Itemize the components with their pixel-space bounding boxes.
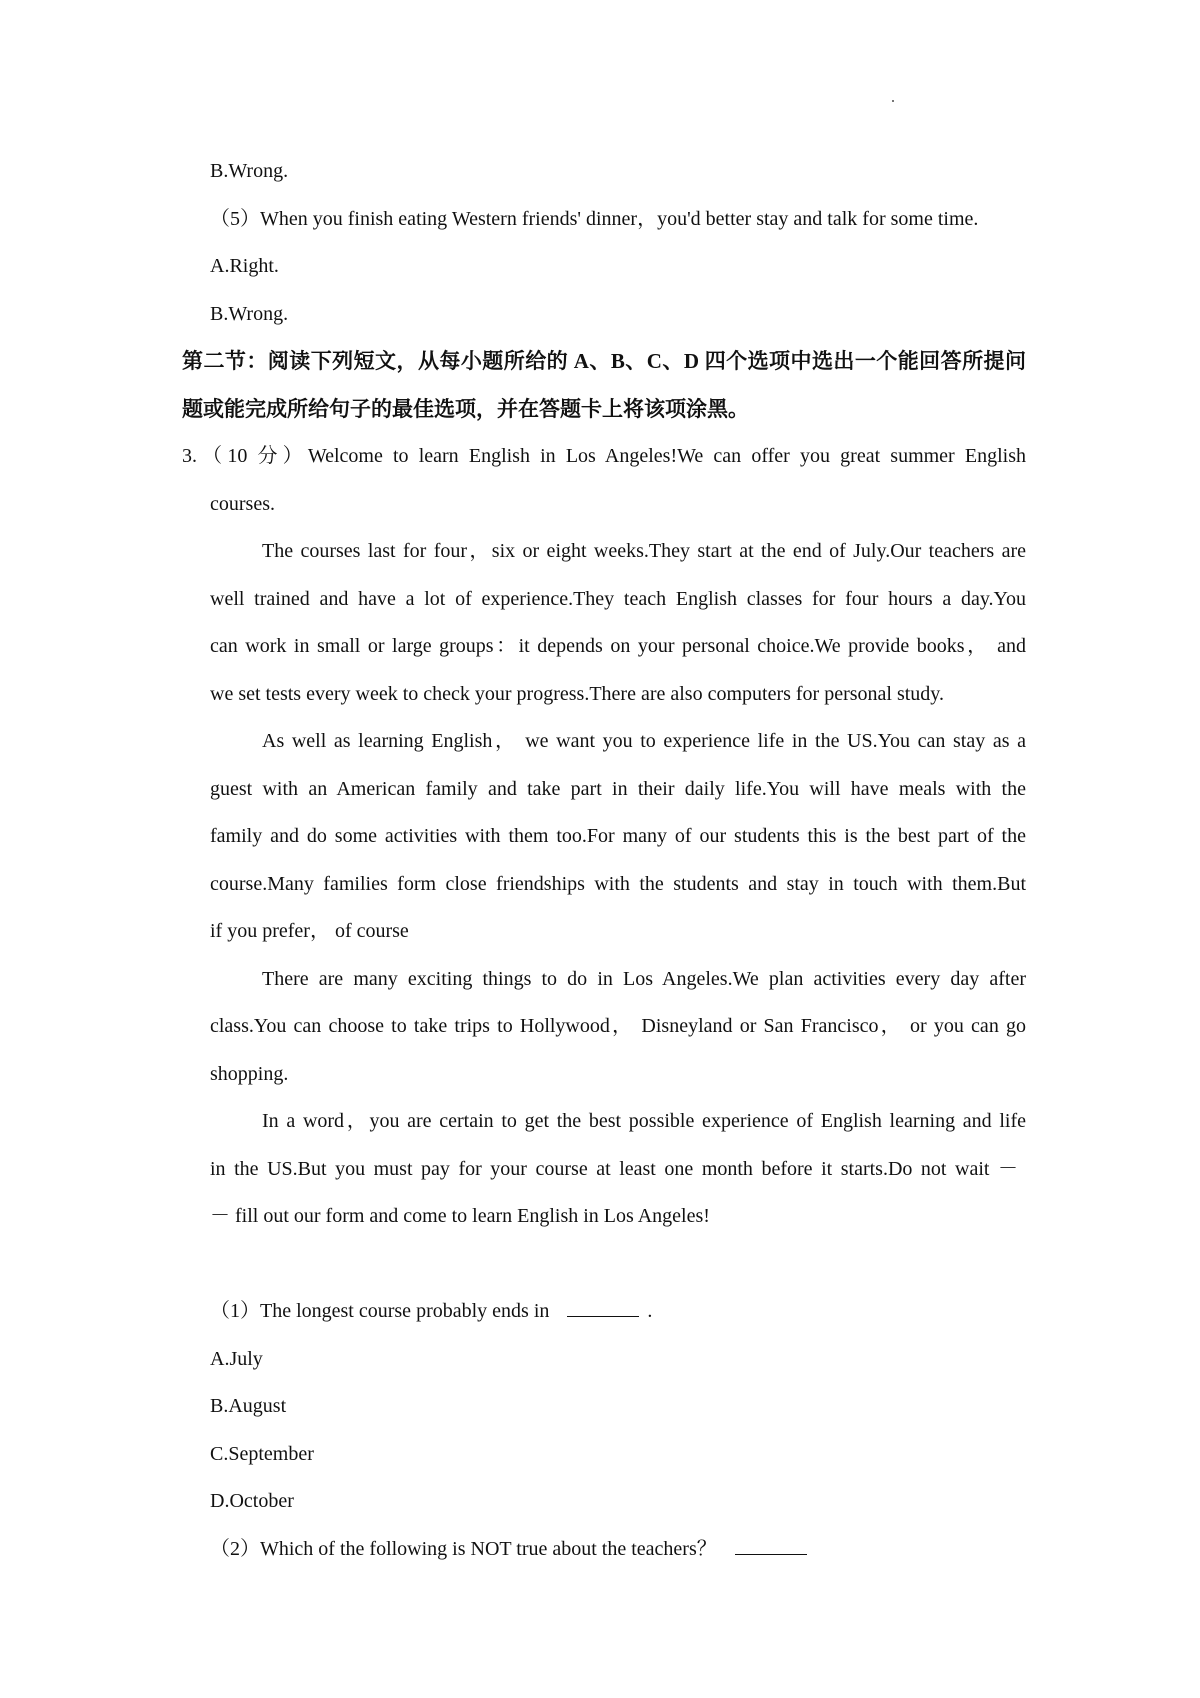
- q2-5-question: （5）When you finish eating Western friends' dinner，you'd better stay and talk for some time.: [210, 208, 979, 230]
- section-heading-line-2: 题或能完成所给句子的最佳选项，并在答题卡上将该项涂黑。: [182, 397, 749, 421]
- passage-p4-line-3: － fill out our form and come to learn English in Los Angeles!: [210, 1205, 710, 1227]
- passage-p3-line-1: There are many exciting things to do in Los Angeles.We plan activities every day after: [262, 968, 1026, 990]
- passage-p3-line-2: class.You can choose to take trips to Hollywood， Disneyland or San Francisco， or you can go: [210, 1015, 1026, 1037]
- answer-blank: [735, 1536, 807, 1555]
- q2-5-option-a: A.Right.: [210, 255, 279, 277]
- passage-p4-line-1: In a word，you are certain to get the best possible experience of English learning and life: [262, 1110, 1026, 1132]
- answer-blank: [567, 1298, 639, 1317]
- passage-p2-line-1: As well as learning English， we want you to experience life in the US.You can stay as a: [262, 730, 1026, 752]
- passage-p2-line-5: if you prefer， of course: [210, 920, 409, 942]
- q3-1-period: .: [647, 1300, 653, 1322]
- q3-1-question-text: （1）The longest course probably ends in: [210, 1300, 550, 1322]
- q3-intro-line-1: 3.（10 分）Welcome to learn English in Los Angeles!We can offer you great summer English: [182, 445, 1026, 467]
- passage-p1-line-1: The courses last for four，six or eight weeks.They start at the end of July.Our teachers are: [262, 540, 1026, 562]
- q3-1-question: [210, 1298, 652, 1324]
- q2-5-option-b: B.Wrong.: [210, 303, 289, 325]
- passage-p1-line-3: can work in small or large groups：it depends on your personal choice.We provide books， and: [210, 635, 1026, 657]
- q3-2-question: [210, 1536, 815, 1562]
- q3-2-question-text: （2）Which of the following is NOT true about the teachers？: [210, 1538, 717, 1560]
- passage-p3-line-3: shopping.: [210, 1063, 289, 1085]
- q3-intro-line-2: courses.: [210, 493, 275, 515]
- scan-speck: [892, 100, 894, 102]
- passage-p1-line-4: we set tests every week to check your progress.There are also computers for personal study.: [210, 683, 945, 705]
- q3-1-option-b: B.August: [210, 1395, 287, 1417]
- passage-p2-line-4: course.Many families form close friendships with the students and stay in touch with them.But: [210, 873, 1026, 895]
- q2-4-option-b: B.Wrong.: [210, 160, 289, 182]
- q3-1-option-a: A.July: [210, 1348, 263, 1370]
- section-heading-line-1: 第二节：阅读下列短文，从每小题所给的 A、B、C、D 四个选项中选出一个能回答所提问: [182, 349, 1026, 373]
- q3-1-option-d: D.October: [210, 1490, 294, 1512]
- passage-p2-line-2: guest with an American family and take part in their daily life.You will have meals with the: [210, 778, 1026, 800]
- passage-p2-line-3: family and do some activities with them too.For many of our students this is the best part of the: [210, 825, 1026, 847]
- q3-1-option-c: C.September: [210, 1443, 314, 1465]
- passage-p1-line-2: well trained and have a lot of experience.They teach English classes for four hours a day.You: [210, 588, 1026, 610]
- passage-p4-line-2: in the US.But you must pay for your course at least one month before it starts.Do not wait －: [210, 1158, 1018, 1180]
